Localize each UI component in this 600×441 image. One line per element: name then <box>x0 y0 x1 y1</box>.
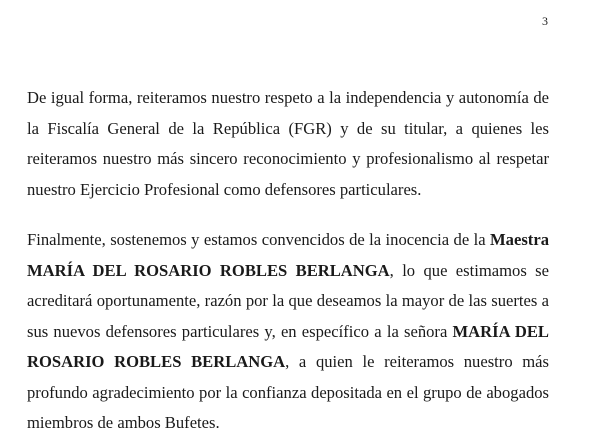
page-number: 3 <box>542 14 548 28</box>
paragraph-text-part: Finalmente, sostenemos y estamos convencidos de la inocencia de la <box>27 230 491 249</box>
paragraph-text-part: , a quien le reiteramos nuestro más profundo agradecimiento por la confianza depositada en el grupo de abogados miembros de ambos Bufetes. <box>27 352 549 432</box>
paragraph-innocence <box>27 225 549 439</box>
bold-name-maestra: Maestra MARÍA DEL ROSARIO ROBLES BERLANGA <box>27 230 549 280</box>
paragraph-text-part: , lo que estimamos se acreditará oportunamente, razón por la que deseamos la mayor de las suertes a sus nuevos defensores particulares y, en específico a la señora <box>27 260 549 341</box>
paragraph-text: De igual forma, reiteramos nuestro respeto a la independencia y autonomía de la Fiscalía General de la República (FGR) y de su titular, a quienes les reiteramos nuestro más sincero reconocimiento y profesionalismo al respetar nuestro Ejercicio Profesional como defensores particulares. <box>27 88 549 199</box>
paragraph-respect-fgr <box>27 83 549 205</box>
bold-name: MARÍA DEL ROSARIO ROBLES BERLANGA <box>27 321 549 371</box>
